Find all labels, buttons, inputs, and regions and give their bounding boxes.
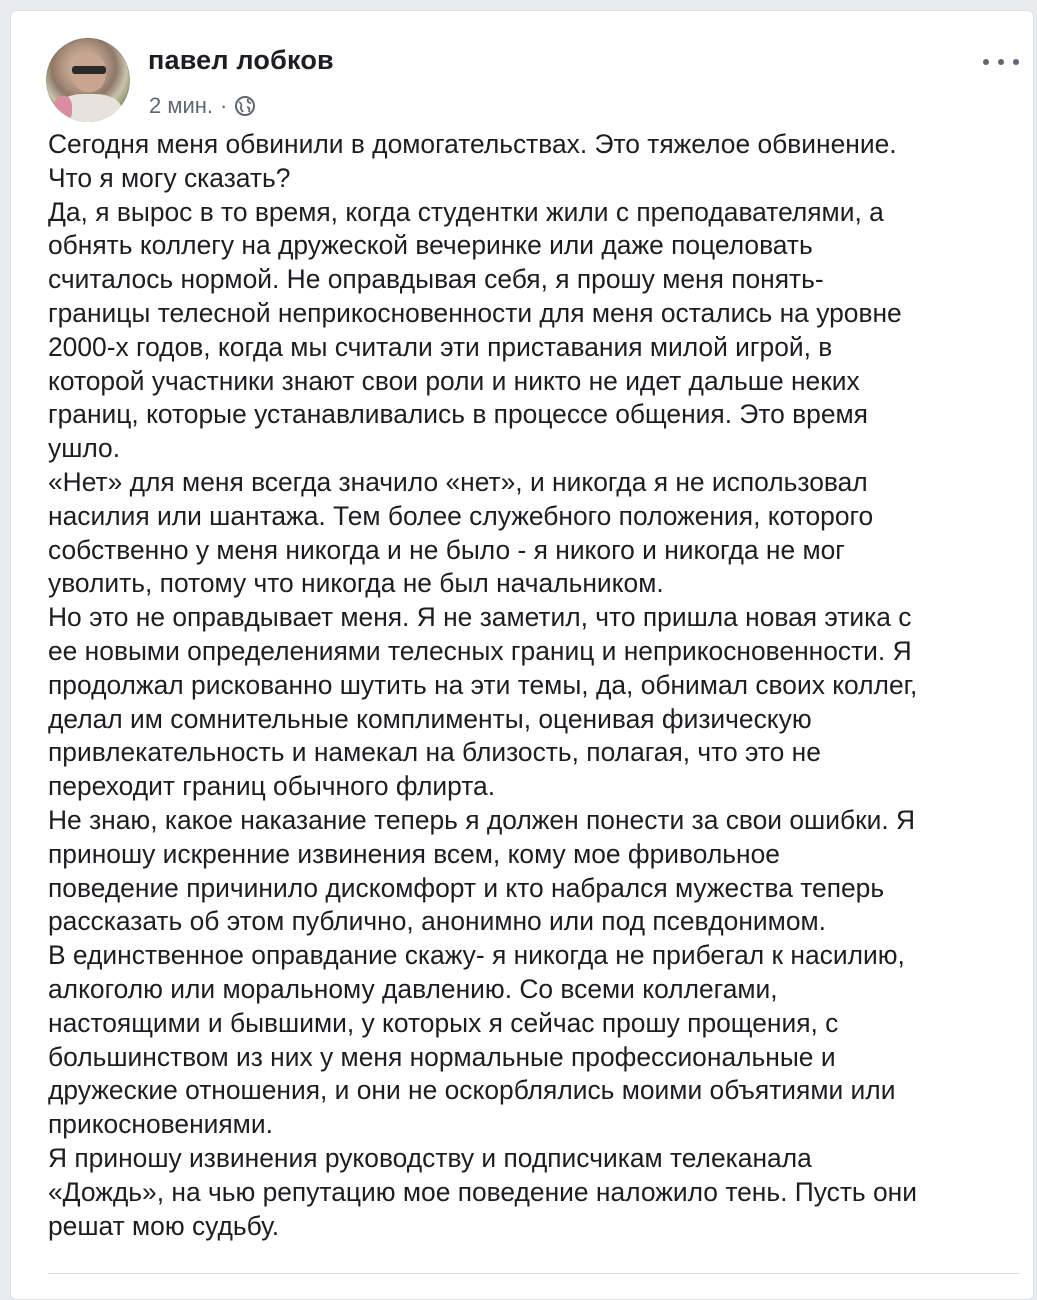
post-text-line: границы телесной неприкосновенности для меня остались на уровне <box>48 297 902 328</box>
author-name[interactable]: павел лобков <box>148 45 334 75</box>
post-text-line: решат мою судьбу. <box>48 1210 280 1241</box>
post-text-line: делал им сомнительные комплименты, оценивая физическую <box>48 703 812 734</box>
post-text-line: Сегодня меня обвинили в домогательствах. Это тяжелое обвинение. <box>48 129 897 159</box>
post-text-line: продолжал рискованно шутить на эти темы, да, обнимал своих коллег, <box>48 669 918 700</box>
post-text-line: «Нет» для меня всегда значило «нет», и никогда я не использовал <box>48 466 868 497</box>
post-text-line: переходит границ обычного флирта. <box>48 771 496 802</box>
post-text-line: Что я могу сказать? <box>48 162 291 193</box>
post-text-line: собственно у меня никогда и не было - я никого и никогда не мог <box>48 534 845 565</box>
post-text-line: В единственное оправдание скажу- я никогда не прибегал к насилию, <box>48 940 905 971</box>
author-avatar[interactable] <box>46 38 130 122</box>
post-text-line: настоящими и бывшими, у которых я сейчас прошу прощения, с <box>48 1007 839 1038</box>
post-text-line: Но это не оправдывает меня. Я не заметил, что пришла новая этика с <box>48 602 912 633</box>
post-text-line: «Дождь», на чью репутацию мое поведение наложило тень. Пусть они <box>48 1176 917 1207</box>
post-text-line: обнять коллегу на дружеской вечеринке или даже поцеловать <box>48 230 813 261</box>
more-options-icon[interactable] <box>983 55 1019 69</box>
avatar-glasses <box>72 66 106 74</box>
post-text-line: считалось нормой. Не оправдывая себя, я прошу меня понять- <box>48 264 824 295</box>
post-text-line: ушло. <box>48 433 121 464</box>
post-text-line: 2000-х годов, когда мы считали эти приставания милой игрой, в <box>48 331 833 362</box>
avatar-detail <box>54 96 72 122</box>
post-text-line: которой участники знают свои роли и никто не идет дальше неких <box>48 365 860 396</box>
globe-icon[interactable] <box>234 95 256 117</box>
post-text-line: Не знаю, какое наказание теперь я должен понести за свои ошибки. Я <box>48 804 916 835</box>
post-text-line: насилия или шантажа. Тем более служебного положения, которого <box>48 500 874 531</box>
post-text-line: привлекательность и намекал на близость, полагая, что это не <box>48 737 821 768</box>
post-meta <box>149 92 256 120</box>
post-text-line: границ, которые устанавливались в процессе общения. Это время <box>48 399 868 430</box>
post-text-line: большинством из них у меня нормальные профессиональные и <box>48 1041 836 1072</box>
post-text-line: ее новыми определениями телесных границ и неприкосновенности. Я <box>48 635 912 666</box>
post-text-line: Я приношу извинения руководству и подписчикам телеканала <box>48 1142 812 1173</box>
post-body <box>48 128 1028 1243</box>
more-dot <box>998 59 1004 65</box>
more-dot <box>983 59 989 65</box>
meta-separator: · <box>220 93 228 118</box>
post-text-line: поведение причинило дискомфорт и кто набрался мужества теперь <box>48 872 885 903</box>
post-text-line: рассказать об этом публично, анонимно или под псевдонимом. <box>48 906 826 937</box>
post-text-line: алкоголю или моральному давлению. Со всеми коллегами, <box>48 973 778 1004</box>
post-text-line: Да, я вырос в то время, когда студентки жили с преподавателями, а <box>48 196 884 227</box>
post-card <box>10 10 1034 1300</box>
post-text-line: прикосновениями. <box>48 1109 273 1140</box>
post-timestamp[interactable]: 2 мин. <box>149 93 214 118</box>
post-text-line: дружеские отношения, и они не оскорблялись моими объятиями или <box>48 1075 896 1106</box>
more-dot <box>1013 59 1019 65</box>
post-text-line: приношу искренние извинения всем, кому мое фривольное <box>48 838 780 869</box>
post-text-line: уволить, потому что никогда не был начальником. <box>48 568 664 599</box>
post-divider <box>48 1273 1020 1274</box>
